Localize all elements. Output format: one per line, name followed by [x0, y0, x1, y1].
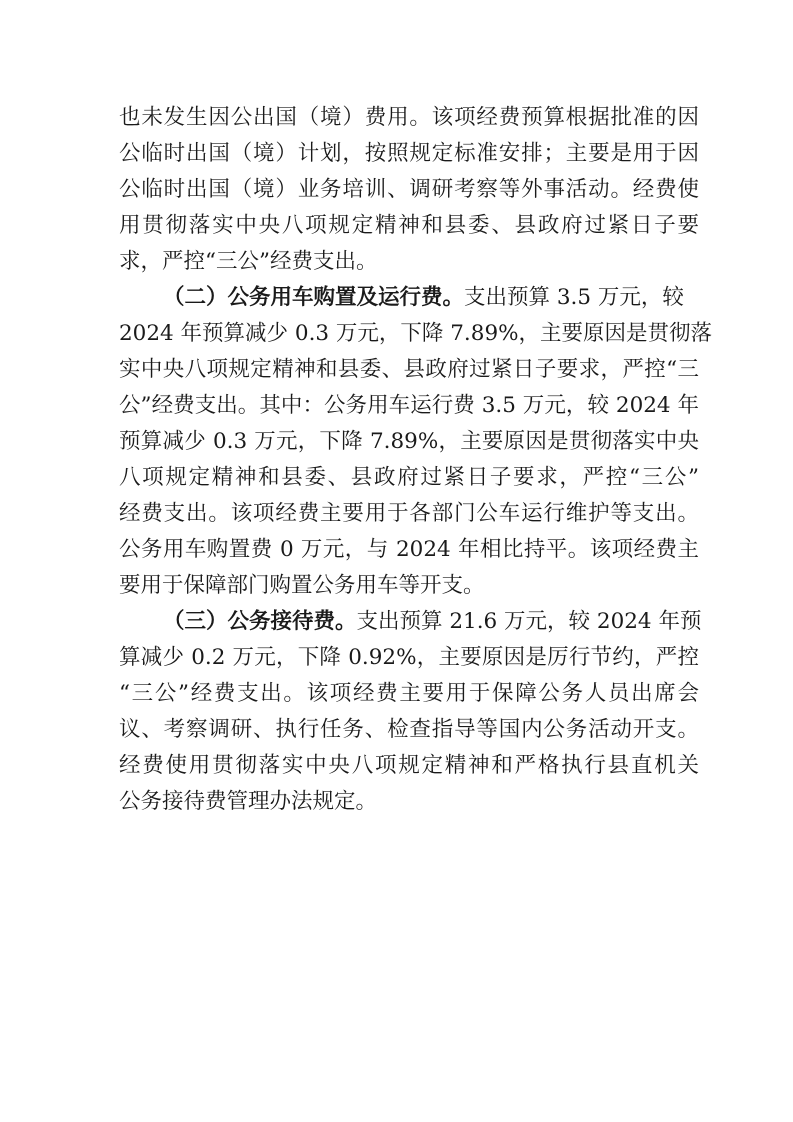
text-line: 公”经费支出。其中：公务用车运行费 3.5 万元，较 2024 年	[119, 393, 699, 418]
text-line	[119, 604, 702, 640]
text-line: 实中央八项规定精神和县委、县政府过紧日子要求，严控“三	[119, 357, 699, 382]
text-line: 经费支出。该项经费主要用于各部门公车运行维护等支出。	[119, 501, 699, 526]
text-line: 要用于保障部门购置公务用车等开支。	[119, 573, 485, 598]
text-line: 公临时出国（境）计划，按照规定标准安排；主要是用于因	[119, 141, 699, 166]
paragraph-overseas-travel	[119, 100, 699, 280]
text-line: 2024 年预算减少 0.3 万元，下降 7.89%，主要原因是贯彻落	[119, 321, 713, 346]
section-heading-vehicle: （二）公务用车购置及运行费。	[163, 285, 465, 310]
text-line: 求，严控“三公”经费支出。	[119, 249, 378, 274]
text-line: 公务用车购置费 0 万元，与 2024 年相比持平。该项经费主	[119, 537, 699, 562]
text-line	[119, 280, 699, 316]
text-line: 算减少 0.2 万元，下降 0.92%，主要原因是厉行节约，严控	[119, 645, 699, 670]
paragraph-vehicle-costs	[119, 280, 713, 604]
text-line: 也未发生因公出国（境）费用。该项经费预算根据批准的因	[119, 105, 699, 130]
text-line: 预算减少 0.3 万元，下降 7.89%，主要原因是贯彻落实中央	[119, 429, 699, 454]
text-line: 用贯彻落实中央八项规定精神和县委、县政府过紧日子要	[119, 213, 699, 238]
section-heading-reception: （三）公务接待费。	[163, 609, 357, 634]
body-text	[119, 100, 713, 820]
text-segment: 支出预算 21.6 万元，较 2024 年预	[356, 609, 702, 634]
text-line: 经费使用贯彻落实中央八项规定精神和严格执行县直机关	[119, 753, 699, 778]
text-line: 公临时出国（境）业务培训、调研考察等外事活动。经费使	[119, 177, 699, 202]
text-line: 八项规定精神和县委、县政府过紧日子要求，严控“三公”	[119, 465, 699, 490]
text-line: 公务接待费管理办法规定。	[119, 789, 378, 814]
text-line: “三公”经费支出。该项经费主要用于保障公务人员出席会	[119, 681, 699, 706]
text-segment: 支出预算 3.5 万元，较	[464, 285, 684, 310]
paragraph-reception-costs	[119, 604, 702, 820]
text-line: 议、考察调研、执行任务、检查指导等国内公务活动开支。	[119, 717, 699, 742]
